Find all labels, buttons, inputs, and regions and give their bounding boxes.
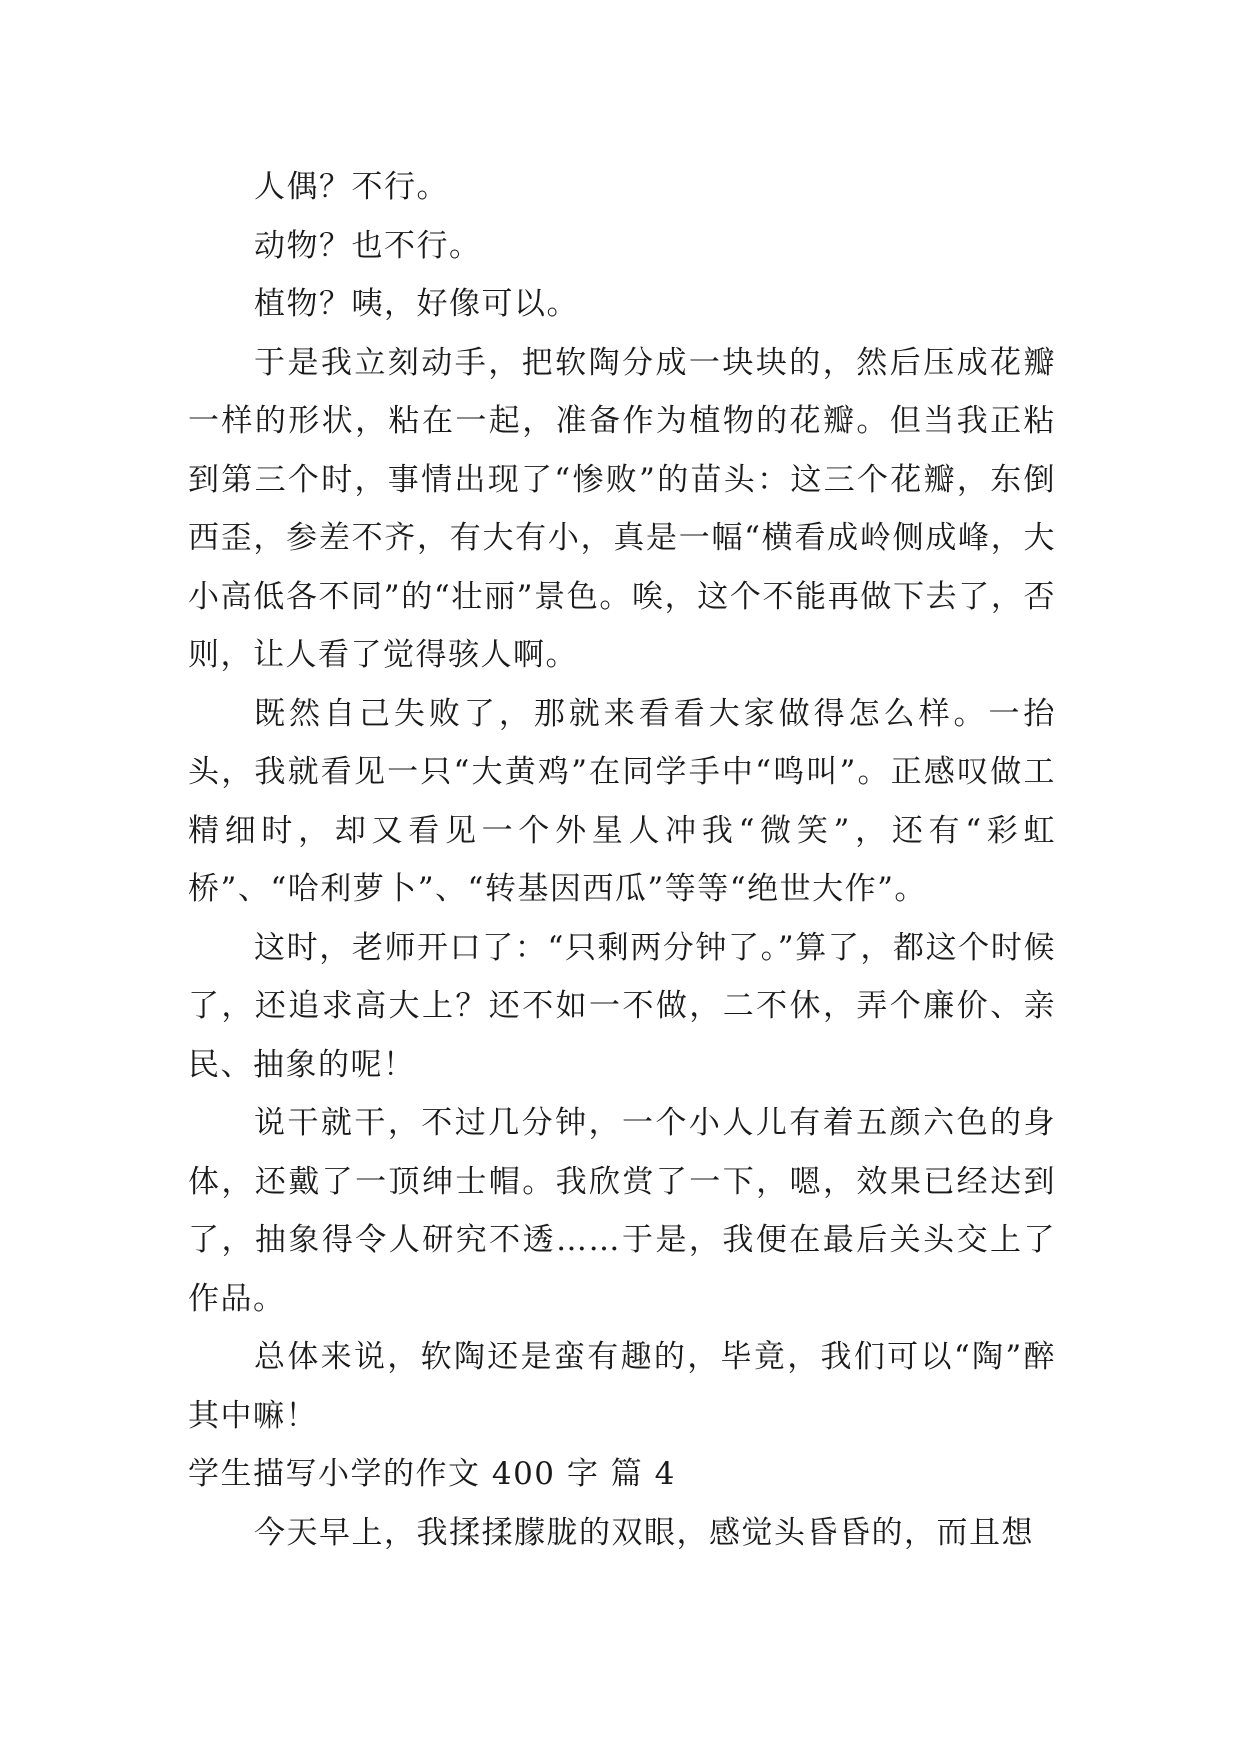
paragraph: 既然自己失败了，那就来看看大家做得怎么样。一抬头，我就看见一只“大黄鸡”在同学手中“鸣叫”。正感叹做工精细时，却又看见一个外星人冲我“微笑”，还有“彩虹桥”、“哈利萝卜”、“转基因西瓜”等等“绝世大作”。 bbox=[188, 695, 1056, 907]
paragraph: 植物？咦，好像可以。 bbox=[254, 286, 579, 322]
paragraph: 动物？也不行。 bbox=[254, 227, 482, 264]
paragraph: 于是我立刻动手，把软陶分成一块块的，然后压成花瓣一样的形状，粘在一起，准备作为植物的花瓣。但当我正粘到第三个时，事情出现了“惨败”的苗头：这三个花瓣，东倒西歪，参差不齐，有大有小，真是一幅“横看成岭侧成峰，大小高低各不同”的“壮丽”景色。唉，这个不能再做下去了，否则，让人看了觉得骇人啊。 bbox=[188, 344, 1056, 673]
document-body bbox=[188, 158, 1056, 1562]
paragraph: 说干就干，不过几分钟，一个小人儿有着五颜六色的身体，还戴了一顶绅士帽。我欣赏了一下，嗯，效果已经达到了，抽象得令人研究不透……于是，我便在最后关头交上了作品。 bbox=[188, 1105, 1056, 1317]
paragraph: 这时，老师开口了：“只剩两分钟了。”算了，都这个时候了，还追求高大上？还不如一不做，二不休，弄个廉价、亲民、抽象的呢！ bbox=[188, 929, 1056, 1083]
section-heading: 学生描写小学的作文 400 字 篇 4 bbox=[188, 1456, 676, 1492]
paragraph: 人偶？不行。 bbox=[254, 169, 449, 205]
paragraph: 今天早上，我揉揉朦胧的双眼，感觉头昏昏的，而且想 bbox=[254, 1514, 1034, 1551]
paragraph: 总体来说，软陶还是蛮有趣的，毕竟，我们可以“陶”醉其中嘛！ bbox=[188, 1339, 1056, 1434]
